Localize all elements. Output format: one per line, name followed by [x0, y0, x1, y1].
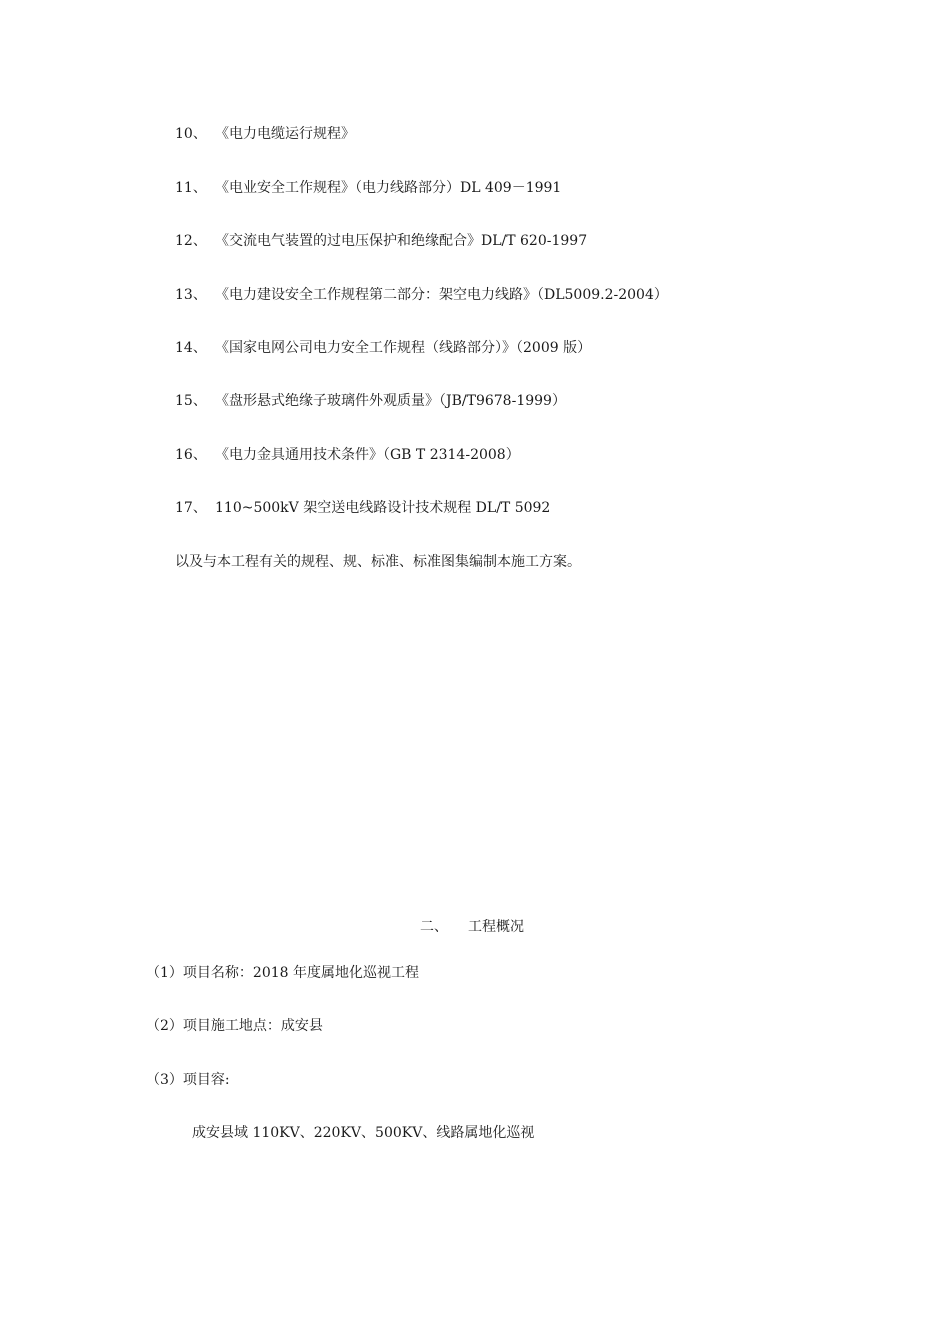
project-content: 成安县域 110KV、220KV、500KV、线路属地化巡视	[192, 1125, 535, 1141]
reference-number: 17、	[175, 500, 207, 516]
reference-text: 110~500kV 架空送电线路设计技术规程 DL/T 5092	[215, 500, 551, 516]
reference-text: 《电力建设安全工作规程第二部分：架空电力线路》（DL5009.2-2004）	[215, 287, 668, 303]
reference-number: 12、	[175, 233, 207, 249]
reference-number: 14、	[175, 340, 207, 356]
project-location: （2）项目施工地点：成安县	[146, 1018, 323, 1034]
reference-item	[175, 178, 561, 198]
reference-text: 《交流电气装置的过电压保护和绝缘配合》DL/T 620-1997	[215, 233, 588, 249]
reference-item	[175, 285, 668, 305]
reference-text: 《盘形悬式绝缘子玻璃件外观质量》（JB/T9678-1999）	[215, 393, 566, 409]
section-number: 二、	[420, 919, 448, 935]
reference-item	[175, 124, 355, 144]
reference-text: 《国家电网公司电力安全工作规程（线路部分）》（2009 版）	[215, 340, 592, 356]
reference-closing: 以及与本工程有关的规程、规、标准、标准图集编制本施工方案。	[175, 554, 581, 570]
reference-item	[175, 445, 520, 465]
reference-number: 11、	[175, 180, 207, 196]
reference-item	[175, 231, 587, 251]
reference-number: 13、	[175, 287, 207, 303]
reference-text: 《电业安全工作规程》（电力线路部分）DL 409－1991	[215, 180, 562, 196]
reference-number: 16、	[175, 447, 207, 463]
reference-item	[175, 498, 550, 518]
reference-item	[175, 338, 591, 358]
section-heading	[420, 917, 524, 937]
reference-number: 10、	[175, 126, 207, 142]
reference-number: 15、	[175, 393, 207, 409]
reference-item	[175, 391, 566, 411]
section-title: 工程概况	[468, 919, 524, 935]
project-content-label: （3）项目容:	[146, 1072, 230, 1088]
reference-text: 《电力金具通用技术条件》（GB T 2314-2008）	[215, 447, 520, 463]
project-name: （1）项目名称：2018 年度属地化巡视工程	[146, 965, 419, 981]
reference-text: 《电力电缆运行规程》	[215, 126, 355, 142]
